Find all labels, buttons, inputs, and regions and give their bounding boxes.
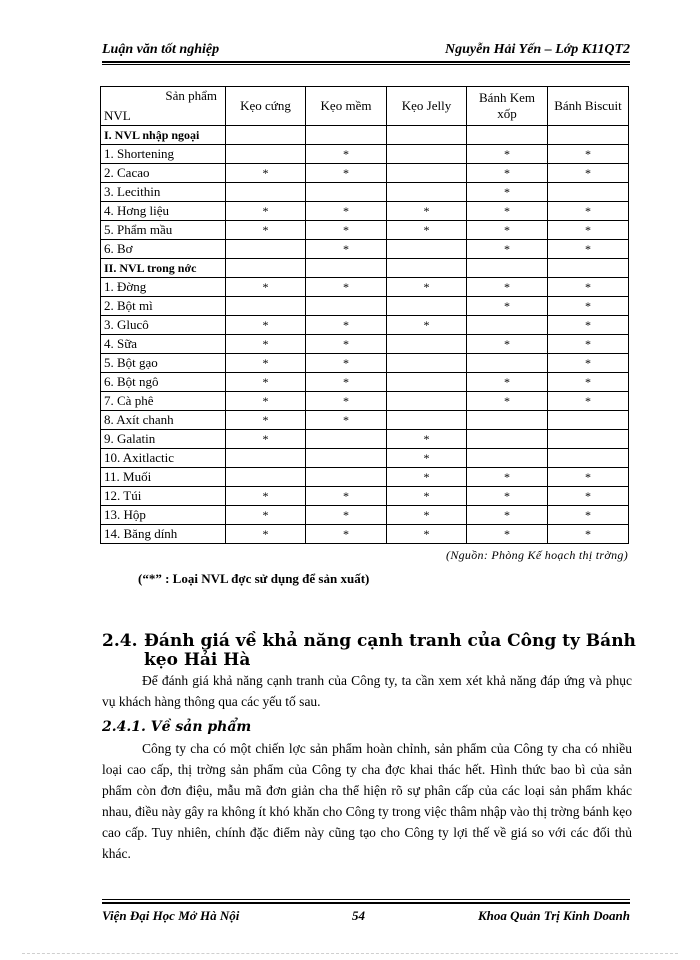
empty-cell	[306, 259, 387, 278]
usage-mark	[226, 297, 306, 316]
material-name: 3. Lecithin	[101, 183, 226, 202]
usage-mark: *	[467, 373, 548, 392]
material-name: 11. Muối	[101, 468, 226, 487]
usage-mark	[467, 430, 548, 449]
usage-mark	[548, 449, 629, 468]
usage-mark: *	[226, 411, 306, 430]
material-name: 12. Túi	[101, 487, 226, 506]
usage-mark	[226, 145, 306, 164]
usage-mark: *	[387, 525, 467, 544]
usage-mark: *	[387, 487, 467, 506]
usage-mark: *	[306, 145, 387, 164]
usage-mark: *	[226, 373, 306, 392]
usage-mark: *	[306, 373, 387, 392]
usage-mark: *	[387, 430, 467, 449]
table-row	[101, 316, 629, 335]
material-name: 2. Bột mì	[101, 297, 226, 316]
usage-mark: *	[548, 202, 629, 221]
usage-mark: *	[467, 506, 548, 525]
table-row	[101, 506, 629, 525]
usage-mark: *	[548, 468, 629, 487]
usage-mark: *	[387, 202, 467, 221]
usage-mark: *	[467, 392, 548, 411]
header-rule	[102, 61, 630, 63]
subsection-body: Công ty cha có một chiến lợc sản phẩm hoàn chỉnh, sản phẩm của Công ty cha có nhiều loại cao cấp, thị trờng sản phẩm của Công ty cha đợc khai thác hết. Hình thức bao bì của sản phẩm còn đơn điệu, mẫu mã đơn giản cha thể hiện rõ sự phân cấp của các loại sản phẩm khác nhau, điều này gây ra không ít khó khăn cho Công ty trong việc thâm nhập vào thị trờng bánh kẹo cao cấp. Tuy nhiên, chính đặc điểm này cũng tạo cho Công ty lợi thế về giá so với các đối thủ khác.	[102, 741, 632, 861]
section-row	[101, 126, 629, 145]
usage-mark: *	[548, 164, 629, 183]
empty-cell	[467, 126, 548, 145]
usage-mark	[226, 240, 306, 259]
section-intro: Để đánh giá khả năng cạnh tranh của Công ty, ta cần xem xét khả năng đáp ứng và phục vụ khách hàng thông qua các yếu tố sau.	[102, 673, 632, 709]
usage-mark: *	[467, 297, 548, 316]
table-row	[101, 335, 629, 354]
usage-mark: *	[387, 449, 467, 468]
empty-cell	[306, 126, 387, 145]
material-name: 8. Axít chanh	[101, 411, 226, 430]
usage-mark: *	[306, 278, 387, 297]
material-name: 13. Hộp	[101, 506, 226, 525]
usage-mark: *	[387, 221, 467, 240]
usage-mark: *	[387, 468, 467, 487]
usage-mark: *	[306, 316, 387, 335]
table-row	[101, 430, 629, 449]
material-name: 4. Hơng liệu	[101, 202, 226, 221]
usage-mark	[387, 354, 467, 373]
usage-mark	[306, 297, 387, 316]
usage-mark	[306, 183, 387, 202]
table-note: (“*” : Loại NVL đợc sử dụng để sản xuất)	[138, 571, 370, 586]
materials-table	[100, 86, 629, 544]
subsection-title: 2.4.1. Về sản phẩm	[102, 719, 252, 735]
usage-mark: *	[226, 278, 306, 297]
material-name: 7. Cà phê	[101, 392, 226, 411]
usage-mark: *	[306, 392, 387, 411]
column-header: Bánh Biscuit	[548, 87, 629, 126]
usage-mark	[387, 183, 467, 202]
material-name: 5. Bột gạo	[101, 354, 226, 373]
table-row	[101, 183, 629, 202]
usage-mark	[387, 297, 467, 316]
table-row	[101, 468, 629, 487]
usage-mark: *	[306, 506, 387, 525]
usage-mark: *	[306, 411, 387, 430]
header-rule-thin	[102, 64, 630, 65]
usage-mark: *	[548, 525, 629, 544]
usage-mark: *	[226, 202, 306, 221]
section-number: 2.4.	[102, 631, 138, 651]
usage-mark	[387, 145, 467, 164]
section-title-cell: II. NVL trong nớc	[101, 259, 226, 278]
table-row	[101, 240, 629, 259]
material-name: 1. Shortening	[101, 145, 226, 164]
header-author: Nguyễn Hải Yến – Lớp K11QT2	[445, 42, 630, 57]
material-name: 2. Cacao	[101, 164, 226, 183]
usage-mark	[226, 468, 306, 487]
usage-mark: *	[548, 297, 629, 316]
usage-mark: *	[548, 354, 629, 373]
empty-cell	[548, 259, 629, 278]
usage-mark: *	[226, 354, 306, 373]
usage-mark: *	[226, 221, 306, 240]
usage-mark: *	[387, 316, 467, 335]
empty-cell	[387, 126, 467, 145]
usage-mark: *	[467, 487, 548, 506]
usage-mark: *	[548, 316, 629, 335]
usage-mark: *	[467, 145, 548, 164]
table-row	[101, 164, 629, 183]
material-name: 9. Galatin	[101, 430, 226, 449]
section-row	[101, 259, 629, 278]
table-row	[101, 278, 629, 297]
usage-mark: *	[306, 487, 387, 506]
material-name: 1. Đờng	[101, 278, 226, 297]
empty-cell	[467, 259, 548, 278]
table-row	[101, 202, 629, 221]
usage-mark: *	[226, 525, 306, 544]
usage-mark: *	[548, 221, 629, 240]
usage-mark: *	[467, 221, 548, 240]
column-header: Kẹo cứng	[226, 87, 306, 126]
usage-mark	[387, 164, 467, 183]
usage-mark: *	[548, 392, 629, 411]
column-header: Kẹo Jelly	[387, 87, 467, 126]
material-name: 14. Băng dính	[101, 525, 226, 544]
usage-mark: *	[226, 506, 306, 525]
usage-mark: *	[467, 240, 548, 259]
page-edge-divider	[22, 953, 678, 954]
usage-mark: *	[467, 278, 548, 297]
usage-mark: *	[306, 202, 387, 221]
footer-faculty: Khoa Quản Trị Kinh Doanh	[478, 908, 630, 923]
usage-mark	[306, 430, 387, 449]
footer-rule-thin	[102, 899, 630, 900]
usage-mark	[467, 354, 548, 373]
material-name: 6. Bột ngô	[101, 373, 226, 392]
usage-mark: *	[226, 392, 306, 411]
usage-mark: *	[548, 506, 629, 525]
usage-mark: *	[226, 164, 306, 183]
usage-mark	[467, 316, 548, 335]
column-header: Kẹo mềm	[306, 87, 387, 126]
usage-mark: *	[226, 430, 306, 449]
usage-mark	[387, 240, 467, 259]
empty-cell	[548, 126, 629, 145]
corner-bottom-label: NVL	[104, 108, 131, 123]
usage-mark	[226, 183, 306, 202]
usage-mark: *	[387, 278, 467, 297]
empty-cell	[226, 259, 306, 278]
empty-cell	[226, 126, 306, 145]
usage-mark: *	[306, 354, 387, 373]
usage-mark	[306, 468, 387, 487]
usage-mark: *	[306, 164, 387, 183]
page-footer	[102, 905, 630, 925]
material-name: 6. Bơ	[101, 240, 226, 259]
page-header	[102, 40, 630, 62]
table-row	[101, 354, 629, 373]
usage-mark: *	[548, 487, 629, 506]
usage-mark	[226, 449, 306, 468]
material-name: 5. Phẩm mầu	[101, 221, 226, 240]
page-number: 54	[352, 908, 365, 923]
table-row	[101, 487, 629, 506]
table-header-row	[101, 87, 629, 126]
empty-cell	[387, 259, 467, 278]
usage-mark: *	[306, 335, 387, 354]
usage-mark: *	[467, 183, 548, 202]
table-row	[101, 297, 629, 316]
usage-mark: *	[467, 525, 548, 544]
footer-institute: Viện Đại Học Mở Hà Nội	[102, 908, 240, 923]
usage-mark	[548, 430, 629, 449]
usage-mark	[467, 411, 548, 430]
usage-mark	[306, 449, 387, 468]
header-thesis-label: Luận văn tốt nghiệp	[102, 42, 220, 57]
section-heading	[102, 632, 642, 670]
usage-mark	[548, 411, 629, 430]
corner-top-label: Sản phẩm	[165, 88, 217, 103]
table-row	[101, 145, 629, 164]
table-source: (Nguồn: Phòng Kế hoạch thị trờng)	[446, 548, 628, 562]
usage-mark	[467, 449, 548, 468]
table-row	[101, 525, 629, 544]
material-name: 10. Axitlactic	[101, 449, 226, 468]
table-row	[101, 221, 629, 240]
usage-mark: *	[306, 240, 387, 259]
usage-mark: *	[306, 221, 387, 240]
usage-mark: *	[548, 335, 629, 354]
material-name: 4. Sữa	[101, 335, 226, 354]
usage-mark	[387, 392, 467, 411]
usage-mark	[387, 335, 467, 354]
usage-mark: *	[226, 335, 306, 354]
table-row	[101, 392, 629, 411]
usage-mark: *	[548, 145, 629, 164]
column-header: Bánh Kem xốp	[467, 87, 548, 126]
usage-mark	[387, 373, 467, 392]
section-title-cell: I. NVL nhập ngoại	[101, 126, 226, 145]
table-row	[101, 373, 629, 392]
corner-header-cell	[101, 87, 226, 126]
usage-mark: *	[387, 506, 467, 525]
usage-mark	[387, 411, 467, 430]
material-name: 3. Glucô	[101, 316, 226, 335]
usage-mark: *	[226, 487, 306, 506]
section-title: Đánh giá về khả năng cạnh tranh của Công ty Bánh kẹo Hải Hà	[144, 631, 636, 670]
footer-rule	[102, 902, 630, 904]
usage-mark: *	[306, 525, 387, 544]
table-row	[101, 411, 629, 430]
usage-mark	[548, 183, 629, 202]
table-row	[101, 449, 629, 468]
usage-mark: *	[226, 316, 306, 335]
usage-mark: *	[548, 373, 629, 392]
usage-mark: *	[467, 202, 548, 221]
usage-mark: *	[548, 278, 629, 297]
usage-mark: *	[467, 468, 548, 487]
usage-mark: *	[467, 335, 548, 354]
usage-mark: *	[467, 164, 548, 183]
usage-mark: *	[548, 240, 629, 259]
